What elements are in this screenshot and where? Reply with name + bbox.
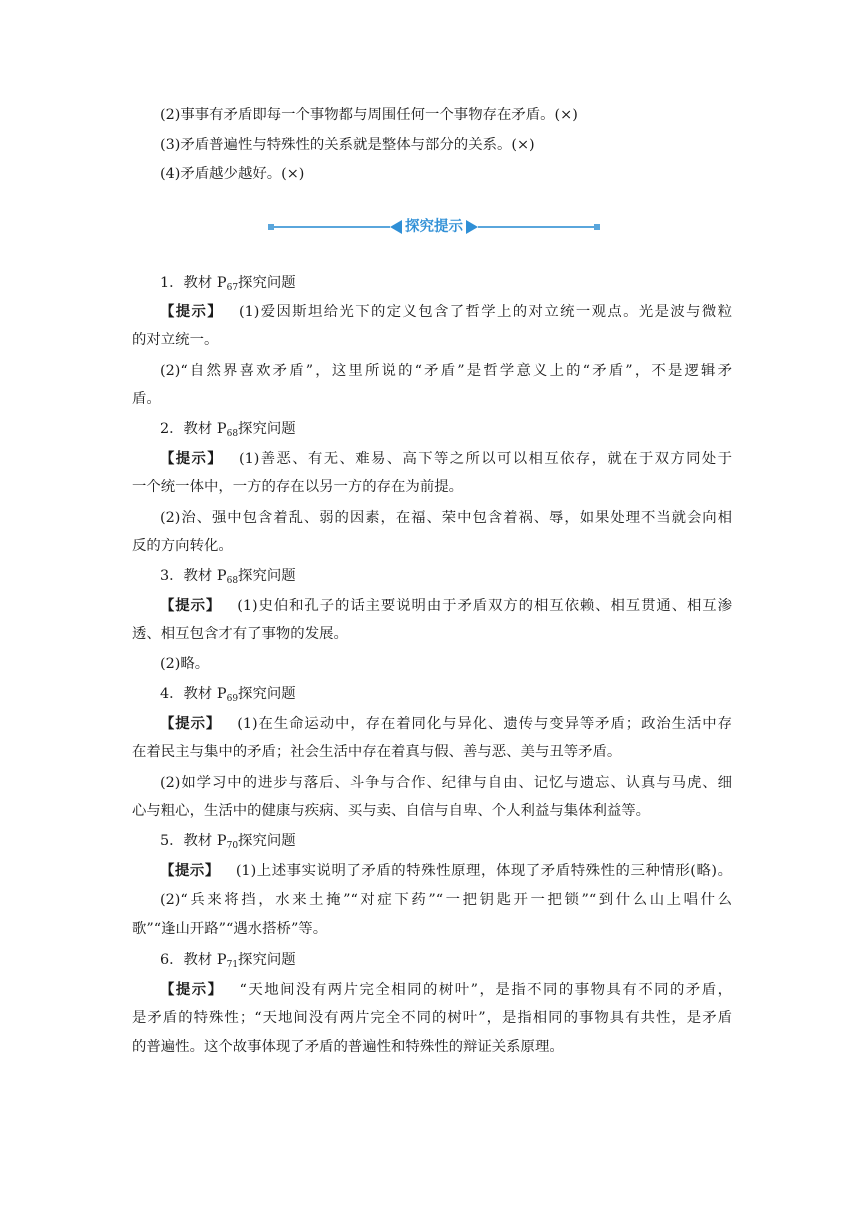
hint-line: 心与粗心，生活中的健康与疾病、买与卖、自信与自卑、个人利益与集体利益等。 (132, 803, 651, 819)
hint-line: 【提示】 (1)史伯和孔子的话主要说明由于矛盾双方的相互依赖、相互贯通、相互渗 (160, 598, 732, 614)
hint-line: 是矛盾的特殊性；“天地间没有两片完全不同的树叶”，是指相同的事物具有共性，是矛盾 (132, 1010, 732, 1026)
hint-line: 【提示】 (1)爱因斯坦给光下的定义包含了哲学上的对立统一观点。光是波与微粒 (160, 304, 732, 320)
hint-line: (2)如学习中的进步与落后、斗争与合作、纪律与自由、记忆与遗忘、认真与马虎、细 (160, 775, 732, 791)
question-heading: 5．教材 $P_{70}$探究问题 (160, 833, 296, 851)
hint-line: 【提示】 (1)上述事实说明了矛盾的特殊性原理，体现了矛盾特殊性的三种情形(略)。 (160, 863, 732, 879)
hint-line: (2)“兵来将挡，水来土掩”“对症下药”“一把钥匙开一把锁”“到什么山上唱什么 (160, 892, 732, 908)
hint-line: 【提示】 (1)善恶、有无、难易、高下等之所以可以相互依存，就在于双方同处于 (160, 451, 732, 467)
hint-line: 歌”“逢山开路”“遇水搭桥”等。 (132, 921, 328, 937)
hint-label: 【提示】 (160, 304, 224, 320)
hint-line: 一个统一体中，一方的存在以另一方的存在为前提。 (132, 479, 463, 495)
judgement-item: (4)矛盾越少越好。(×) (160, 166, 305, 182)
question-heading: 6．教材 $P_{71}$探究问题 (160, 952, 296, 970)
arrow-right-icon (466, 220, 478, 234)
banner-line-right (478, 226, 598, 228)
hint-line: 的普遍性。这个故事体现了矛盾的普遍性和特殊性的辩证关系原理。 (132, 1039, 564, 1055)
hint-label: 【提示】 (160, 863, 220, 879)
hint-label: 【提示】 (160, 451, 224, 467)
question-heading: 3．教材 $P_{68}$探究问题 (160, 568, 296, 586)
question-heading: 4．教材 $P_{69}$探究问题 (160, 686, 296, 704)
section-title: 探究提示 (405, 219, 463, 235)
hint-label: 【提示】 (160, 982, 224, 998)
hint-line: 的对立统一。 (132, 332, 219, 348)
question-heading: 2．教材 $P_{68}$探究问题 (160, 421, 296, 439)
hint-line: 【提示】 “天地间没有两片完全相同的树叶”，是指不同的事物具有不同的矛盾， (160, 982, 732, 998)
hint-label: 【提示】 (160, 716, 222, 732)
hint-line: 透、相互包含才有了事物的发展。 (132, 626, 348, 642)
question-heading: 1．教材 $P_{67}$探究问题 (160, 275, 296, 293)
hint-line: (2)略。 (160, 656, 210, 672)
hint-line: 反的方向转化。 (132, 538, 233, 554)
judgement-item: (2)事事有矛盾即每一个事物都与周围任何一个事物存在矛盾。(×) (160, 107, 578, 123)
banner-dot-right (594, 224, 600, 230)
hint-line: (2)“自然界喜欢矛盾”，这里所说的“矛盾”是哲学意义上的“矛盾”，不是逻辑矛 (160, 363, 732, 379)
hint-line: 在着民主与集中的矛盾；社会生活中存在着真与假、善与恶、美与丑等矛盾。 (132, 744, 622, 760)
hint-label: 【提示】 (160, 598, 222, 614)
hint-line: 【提示】 (1)在生命运动中，存在着同化与异化、遗传与变异等矛盾；政治生活中存 (160, 716, 732, 732)
banner-line-left (270, 226, 390, 228)
hint-line: 盾。 (132, 391, 161, 407)
arrow-left-icon (390, 220, 402, 234)
section-banner (268, 216, 600, 238)
judgement-item: (3)矛盾普遍性与特殊性的关系就是整体与部分的关系。(×) (160, 137, 535, 153)
hint-line: (2)治、强中包含着乱、弱的因素，在福、荣中包含着祸、辱，如果处理不当就会向相 (160, 510, 732, 526)
